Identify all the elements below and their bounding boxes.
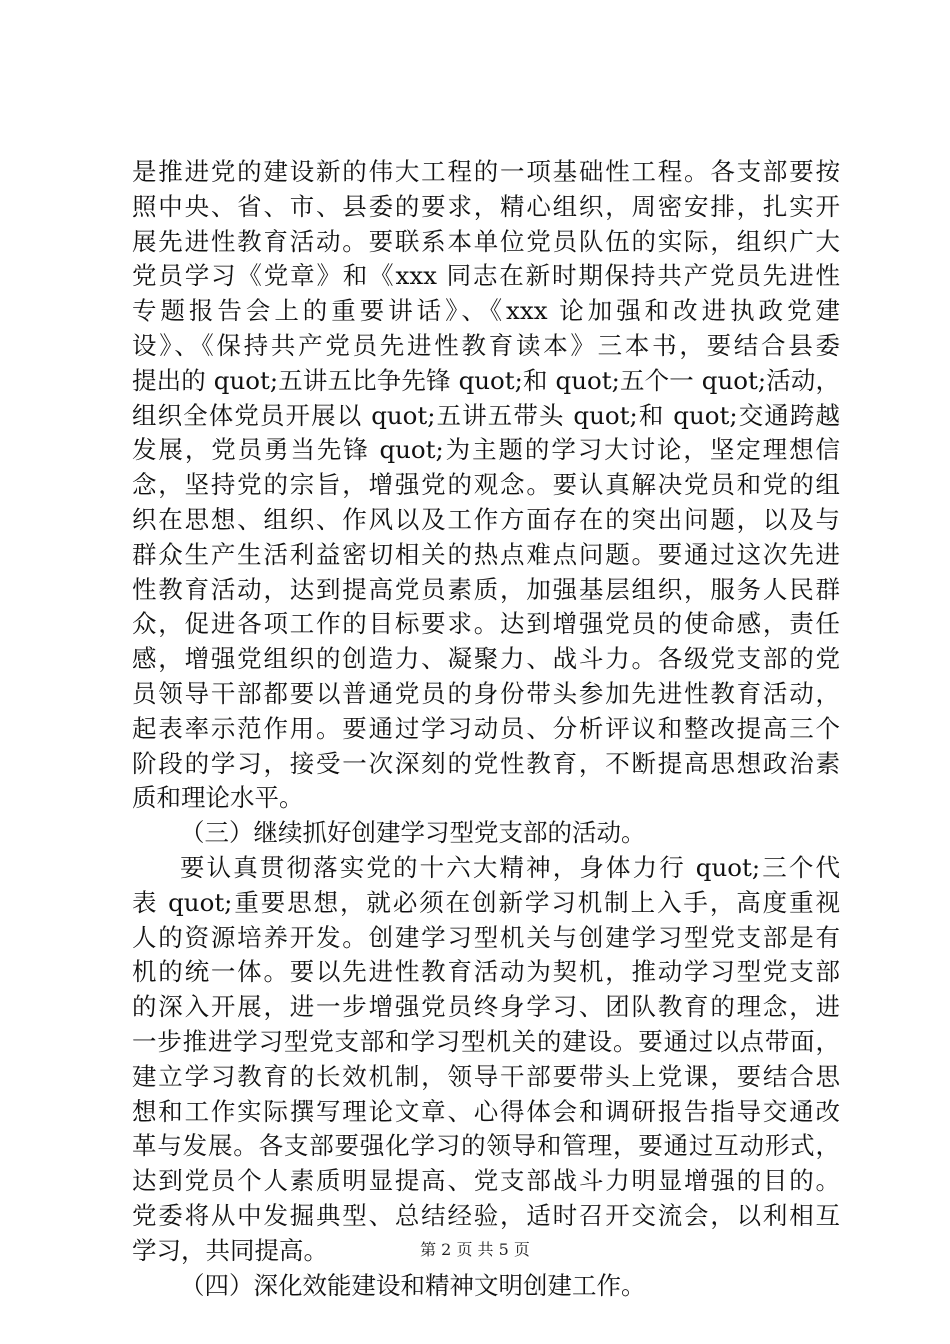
- text-line: 织在思想、组织、作风以及工作方面存在的突出问题，以及与: [132, 504, 840, 534]
- document-body: [132, 155, 840, 1303]
- section-heading: （四）深化效能建设和精神文明创建工作。: [180, 1270, 646, 1300]
- text-line: 达到党员个人素质明显提高、党支部战斗力明显增强的目的。: [132, 1166, 840, 1196]
- text-line: 人的资源培养开发。创建学习型机关与创建学习型党支部是有: [132, 922, 840, 952]
- text-line: 提出的 quot;五讲五比争先锋 quot;和 quot;五个一 quot;活动，: [132, 365, 840, 395]
- text-line: 想和工作实际撰写理论文章、心得体会和调研报告指导交通改: [132, 1096, 840, 1126]
- text-line: 机的统一体。要以先进性教育活动为契机，推动学习型党支部: [132, 957, 840, 987]
- text-line: 党员学习《党章》和《xxx 同志在新时期保持共产党员先进性: [132, 261, 840, 291]
- text-line: 党委将从中发掘典型、总结经验，适时召开交流会，以利相互: [132, 1200, 840, 1230]
- text-line: 组织全体党员开展以 quot;五讲五带头 quot;和 quot;交通跨越: [132, 400, 840, 430]
- text-line: 表 quot;重要思想，就必须在创新学习机制上入手，高度重视: [132, 887, 840, 917]
- text-line: 照中央、省、市、县委的要求，精心组织，周密安排，扎实开: [132, 191, 840, 221]
- text-line: 质和理论水平。: [132, 783, 304, 813]
- text-line: 念，坚持党的宗旨，增强党的观念。要认真解决党员和党的组: [132, 470, 840, 500]
- text-line: 是推进党的建设新的伟大工程的一项基础性工程。各支部要按: [132, 157, 840, 186]
- text-line: 发展，党员勇当先锋 quot;为主题的学习大讨论，坚定理想信: [132, 435, 840, 465]
- text-line: 群众生产生活利益密切相关的热点难点问题。要通过这次先进: [132, 539, 840, 569]
- text-line: 专题报告会上的重要讲话》、《xxx 论加强和改进执政党建: [132, 296, 840, 326]
- text-line: 众，促进各项工作的目标要求。达到增强党员的使命感，责任: [132, 609, 840, 639]
- text-line: 建立学习教育的长效机制，领导干部要带头上党课，要结合思: [132, 1061, 840, 1091]
- text-line: 员领导干部都要以普通党员的身份带头参加先进性教育活动，: [132, 678, 840, 708]
- section-heading: （三）继续抓好创建学习型党支部的活动。: [180, 818, 646, 848]
- text-line: 学习，共同提高。: [132, 1235, 328, 1265]
- text-line: 感，增强党组织的创造力、凝聚力、战斗力。各级党支部的党: [132, 644, 840, 674]
- text-line: 一步推进学习型党支部和学习型机关的建设。要通过以点带面，: [132, 1026, 840, 1056]
- text-line: 革与发展。各支部要强化学习的领导和管理，要通过互动形式，: [132, 1131, 840, 1161]
- text-line: 起表率示范作用。要通过学习动员、分析评议和整改提高三个: [132, 713, 840, 743]
- text-line: 阶段的学习，接受一次深刻的党性教育，不断提高思想政治素: [132, 748, 840, 778]
- page-number-footer: 第 2 页 共 5 页: [420, 1240, 530, 1259]
- text-line: 要认真贯彻落实党的十六大精神，身体力行 quot;三个代: [180, 852, 840, 882]
- text-line: 展先进性教育活动。要联系本单位党员队伍的实际，组织广大: [132, 226, 840, 256]
- text-line: 的深入开展，进一步增强党员终身学习、团队教育的理念，进: [132, 992, 840, 1022]
- text-line: 性教育活动，达到提高党员素质，加强基层组织，服务人民群: [132, 574, 840, 604]
- text-line: 设》、《保持共产党员先进性教育读本》三本书，要结合县委: [132, 330, 840, 360]
